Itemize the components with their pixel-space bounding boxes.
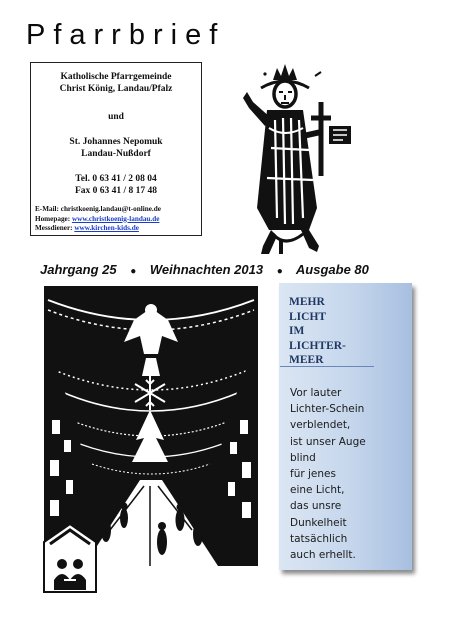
- poem-line: für jenes: [290, 468, 336, 481]
- poem-line: blind: [290, 451, 316, 464]
- separator-dot-2: ●: [276, 266, 283, 277]
- poem-heading-line: LICHTER-: [289, 339, 346, 352]
- issue-volume: Jahrgang 25: [40, 262, 117, 277]
- poem-box: [279, 283, 412, 570]
- fax-number: Fax 0 63 41 / 8 17 48: [74, 186, 158, 196]
- church-name-line2: Landau-Nußdorf: [81, 149, 151, 159]
- homepage-row: [35, 215, 161, 225]
- poem-line: das unsre: [290, 500, 342, 513]
- poem-line: eine Licht,: [290, 484, 345, 497]
- messdiener-label: Messdiener:: [35, 224, 73, 232]
- phone-number: Tel. 0 63 41 / 2 08 04: [75, 174, 157, 184]
- messdiener-row: [35, 224, 161, 234]
- page-title: Pfarrbrief: [26, 19, 226, 51]
- parish-name-line2: Christ König, Landau/Pfalz: [59, 84, 173, 94]
- homepage-label: Homepage:: [35, 214, 71, 223]
- poem-heading-line: LICHT: [289, 310, 327, 323]
- poem-line: tatsächlich: [290, 532, 348, 545]
- poem-line: Vor lauter: [290, 387, 342, 399]
- issue-number: Ausgabe 80: [295, 262, 369, 277]
- parish-name-line1: Katholische Pfarrgemeinde: [60, 72, 172, 82]
- christmas-street-illustration: [40, 280, 262, 598]
- poem-body: [290, 385, 408, 563]
- conjunction-text: und: [108, 112, 124, 122]
- poem-heading-line: MEER: [289, 354, 324, 366]
- saint-illustration: [225, 58, 365, 256]
- contact-box: [30, 62, 202, 236]
- issue-line: [40, 262, 420, 277]
- poem-line: Lichter-Schein: [290, 403, 365, 416]
- heading-divider: [280, 366, 374, 367]
- email-address: E-Mail: christkoenig.landau@t-online.de: [35, 205, 161, 213]
- poem-line: verblendet,: [290, 419, 351, 432]
- separator-dot-1: ●: [130, 266, 137, 277]
- messdiener-link[interactable]: www.kirchen-kids.de: [74, 224, 139, 232]
- poem-line: auch erhellt.: [290, 549, 356, 562]
- poem-heading: [289, 295, 389, 368]
- poem-heading-line: IM: [289, 325, 305, 337]
- church-name-line1: St. Johannes Nepomuk: [69, 137, 163, 147]
- poem-line: Dunkelheit: [290, 516, 347, 529]
- issue-edition: Weihnachten 2013: [149, 262, 264, 277]
- poem-line: ist unser Auge: [290, 435, 366, 448]
- poem-heading-line: MEHR: [289, 296, 325, 308]
- homepage-link[interactable]: www.christkoenig-landau.de: [71, 214, 160, 223]
